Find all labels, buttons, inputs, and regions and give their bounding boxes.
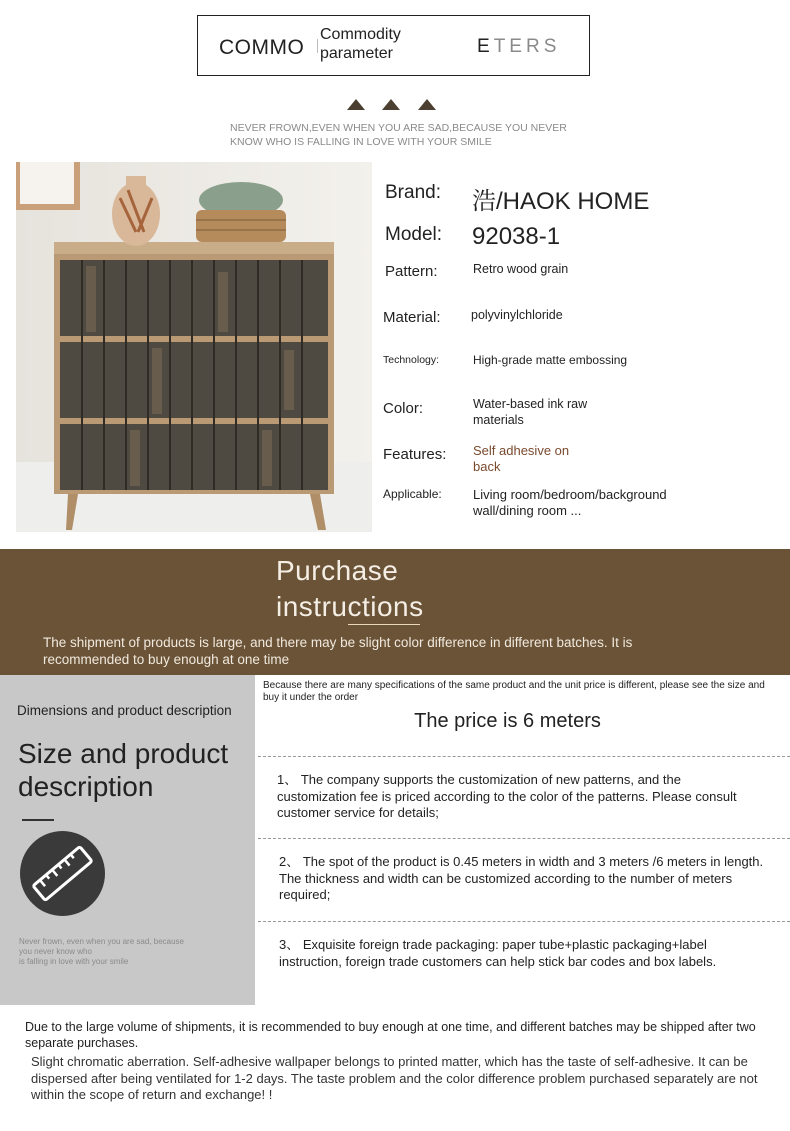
features-value bbox=[473, 443, 569, 475]
ruler-icon bbox=[20, 831, 105, 916]
model-label: Model: bbox=[385, 224, 443, 245]
pattern-label: Pattern: bbox=[385, 263, 438, 280]
product-photo bbox=[16, 162, 372, 532]
dashed-divider bbox=[258, 921, 790, 922]
bottom-note-1: Due to the large volume of shipments, it is recommended to buy enough at one time, and different batches may be shipped after two separate purchases. bbox=[25, 1020, 756, 1050]
features-value-line2: back bbox=[473, 459, 501, 474]
bottom-note-2: Slight chromatic aberration. Self-adhesive wallpaper belongs to printed matter, which has the taste of self-adhesive. It can be dispersed after being ventilated for 1-2 days. The taste problem and the color difference problem purchased separately are not within the scope of return and exchange! ! bbox=[31, 1054, 758, 1102]
technology-value: High-grade matte embossing bbox=[473, 353, 628, 367]
applicable-label: Applicable: bbox=[383, 487, 442, 501]
features-label: Features: bbox=[383, 446, 447, 463]
header-title-line2: parameter bbox=[320, 45, 393, 62]
pattern-value: Retro wood grain bbox=[473, 262, 569, 276]
header-right-first: E bbox=[477, 36, 494, 57]
header-left-text: COMMO bbox=[219, 36, 305, 59]
material-label: Material: bbox=[383, 309, 441, 326]
purchase-title-line2: instructions bbox=[276, 591, 424, 622]
header-title bbox=[320, 25, 401, 63]
color-label: Color: bbox=[383, 400, 424, 417]
spec-note: Because there are many specifications of the same product and the unit price is different, please see the size and buy it under the order bbox=[263, 680, 765, 703]
size-panel-small-line1: Never frown, even when you are sad, because bbox=[19, 937, 184, 946]
triangle-up-icon bbox=[347, 99, 365, 110]
purchase-title-line1: Purchase bbox=[276, 555, 399, 586]
brand-value: 浩/HAOK HOME bbox=[472, 188, 650, 215]
price-text: The price is 6 meters bbox=[414, 710, 601, 732]
header-divider bbox=[317, 39, 318, 53]
triangle-up-icon bbox=[418, 99, 436, 110]
size-panel-title-line2: description bbox=[18, 771, 154, 802]
size-panel-divider bbox=[22, 819, 54, 821]
info-item-2: 2、 The spot of the product is 0.45 meters in width and 3 meters /6 meters in length. The thickness and width can be customized according to the number of meters required; bbox=[279, 854, 764, 902]
dashed-divider bbox=[258, 838, 790, 839]
dashed-divider bbox=[258, 756, 790, 757]
purchase-underline bbox=[348, 624, 420, 625]
cabinet-illustration bbox=[16, 162, 372, 532]
technology-label: Technology: bbox=[383, 354, 440, 366]
tagline bbox=[230, 121, 567, 149]
purchase-title bbox=[276, 553, 424, 625]
header-title-line1: Commodity bbox=[320, 26, 401, 43]
brand-label: Brand: bbox=[385, 182, 441, 203]
size-panel-small-line2: you never know who bbox=[19, 947, 92, 956]
triangle-up-icon bbox=[382, 99, 400, 110]
header-right-text bbox=[477, 36, 560, 58]
color-value-line1: Water-based ink raw bbox=[473, 397, 588, 411]
header-right-rest: TERS bbox=[493, 36, 561, 57]
features-value-line1: Self adhesive on bbox=[473, 443, 570, 458]
info-item-3: 3、 Exquisite foreign trade packaging: paper tube+plastic packaging+label instruction, foreign trade customers can help stick bar codes and box labels. bbox=[279, 937, 717, 969]
size-panel-title-line1: Size and product bbox=[18, 738, 229, 769]
tagline-line1: NEVER FROWN,EVEN WHEN YOU ARE SAD,BECAUSE YOU NEVER bbox=[230, 122, 567, 134]
size-panel-small-text bbox=[19, 937, 219, 967]
purchase-text: The shipment of products is large, and there may be slight color difference in different batches. It is recommended to buy enough at one time bbox=[43, 635, 633, 667]
material-value: polyvinylchloride bbox=[471, 308, 563, 322]
model-value: 92038-1 bbox=[472, 223, 561, 250]
color-value-line2: materials bbox=[473, 412, 524, 427]
applicable-value-line1: Living room/bedroom/background bbox=[473, 487, 667, 502]
size-panel-title bbox=[18, 737, 228, 803]
size-panel-subtitle: Dimensions and product description bbox=[17, 703, 232, 718]
applicable-value bbox=[473, 487, 667, 519]
color-value bbox=[473, 397, 587, 428]
info-item-1: 1、 The company supports the customization of new patterns, and the customization fee is priced according to the color of the patterns. Please consult customer service for details; bbox=[277, 772, 737, 820]
size-panel-small-line3: is falling in love with your smile bbox=[19, 957, 129, 966]
applicable-value-line2: wall/dining room ... bbox=[473, 503, 582, 518]
tagline-line2: KNOW WHO IS FALLING IN LOVE WITH YOUR SMILE bbox=[230, 136, 492, 148]
